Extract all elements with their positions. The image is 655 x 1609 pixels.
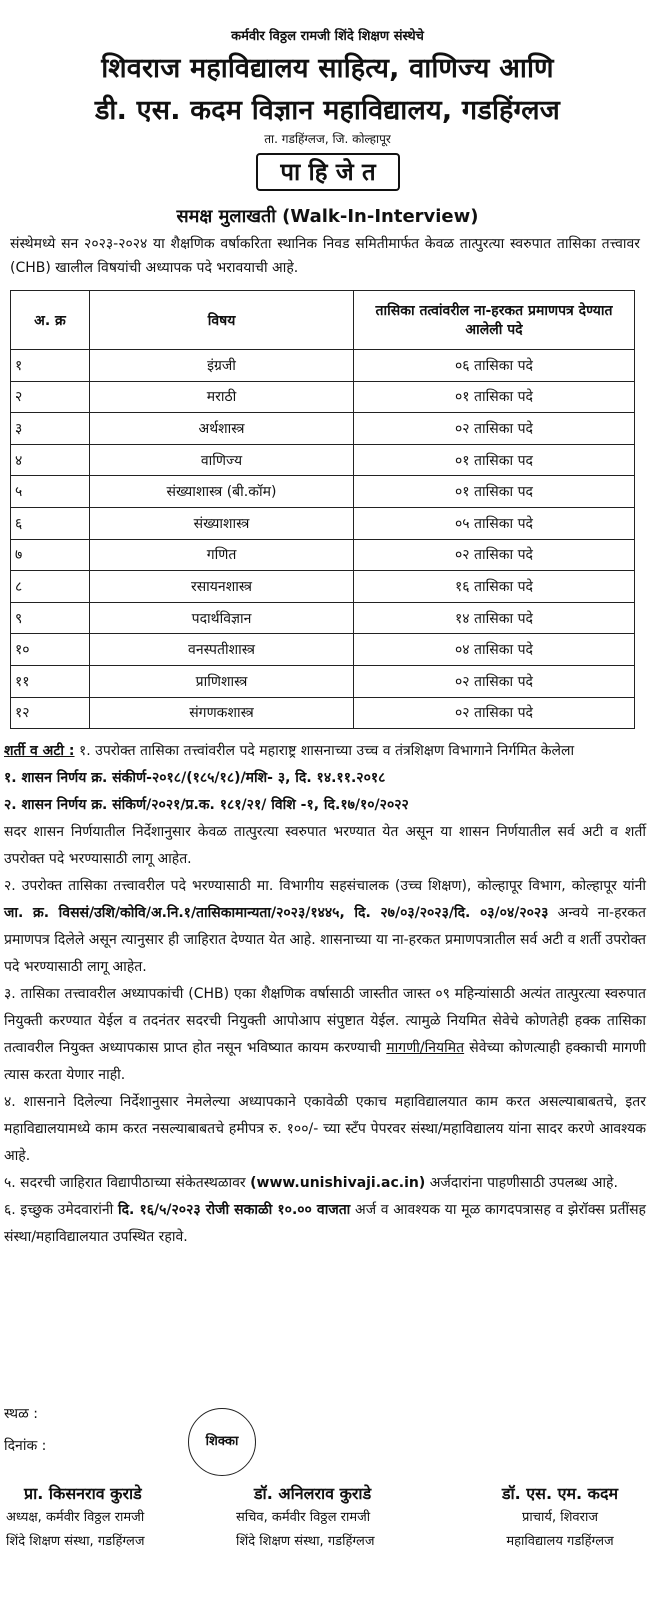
- term-6-text-b: अर्ज व आवश्यक या मूळ कागदपत्रासह व झेरॉक्स प्रतींसह संस्था/महाविद्यालयात उपस्थित रहावे.: [4, 1202, 646, 1245]
- header-serial: अ. क्र: [11, 291, 90, 350]
- posts-cell: ०१ तासिका पद: [354, 476, 635, 508]
- gr-1: १. शासन निर्णय क्र. संकीर्ण-२०१८/(१८५/१८)/मशि- ३, दि. १४.११.२०१८: [4, 770, 386, 786]
- subject-cell: पदार्थविज्ञान: [90, 602, 354, 634]
- serial-cell: ६: [11, 507, 90, 539]
- term-3-text-a: ३. तासिका तत्त्वावरील अध्यापकांची (CHB) एका शैक्षणिक वर्षासाठी जास्तीत जास्त ०९ महिन्यांसाठी अत्यंत तात्पुरत्या स्वरुपात नियुक्ती करण्यात येईल व तदनंतर सदरची नियुक्ती आपोआप संपुष्टात येईल. त्यामुळे नियमित सेवेचे कोणतेही हक्क तासिका तत्वावरील नियुक्त अध्यापकास प्राप्त होत नसून भविष्यात कायम करण्याची: [4, 986, 646, 1056]
- table-row: [11, 350, 635, 382]
- posts-cell: १६ तासिका पदे: [354, 571, 635, 603]
- term-2-reference: जा. क्र. विससं/उशि/कोवि/अ.नि.१/तासिकामान्यता/२०२३/१४४५, दि. २७/०३/२०२३/दि. ०३/०४/२०२३: [4, 905, 549, 921]
- table-row: [11, 539, 635, 571]
- walkin-heading: समक्ष मुलाखती (Walk-In-Interview): [176, 206, 479, 227]
- signatory-title: अध्यक्ष, कर्मवीर विठ्ठल रामजी: [6, 1510, 145, 1525]
- serial-cell: १२: [11, 697, 90, 729]
- posts-cell: ०२ तासिका पदे: [354, 665, 635, 697]
- college-name-line2: डी. एस. कदम विज्ञान महाविद्यालय, गडहिंग्लज: [94, 95, 561, 126]
- signatory-org: शिंदे शिक्षण संस्था, गडहिंग्लज: [236, 1534, 375, 1549]
- serial-cell: २: [11, 381, 90, 413]
- term-5-text-a: ५. सदरची जाहिरात विद्यापीठाच्या संकेतस्थळावर: [4, 1175, 246, 1191]
- posts-cell: ०६ तासिका पदे: [354, 350, 635, 382]
- signatory-org: शिंदे शिक्षण संस्था, गडहिंग्लज: [6, 1534, 145, 1549]
- serial-cell: ४: [11, 444, 90, 476]
- signatory-president: [6, 1482, 144, 1554]
- subject-cell: संख्याशास्त्र: [90, 507, 354, 539]
- subject-cell: वाणिज्य: [90, 444, 354, 476]
- signatory-secretary: [236, 1482, 374, 1554]
- serial-cell: ९: [11, 602, 90, 634]
- term-3-text-b: सेवेच्या कोणत्याही हक्काची मागणी त्यास करता येणार नाही.: [4, 1040, 647, 1083]
- serial-cell: ५: [11, 476, 90, 508]
- posts-cell: ०२ तासिका पदे: [354, 413, 635, 445]
- intro-paragraph: संस्थेमध्ये सन २०२३-२०२४ या शैक्षणिक वर्षाकरिता स्थानिक निवड समितीमार्फत केवळ तात्पुरत्या स्वरुपात तासिका तत्त्वावर (CHB) खालील विषयांची अध्यापक पदे भरावयाची आहे.: [10, 236, 640, 276]
- posts-cell: ०१ तासिका पदे: [354, 381, 635, 413]
- signatory-title: प्राचार्य, शिवराज: [522, 1510, 598, 1525]
- posts-cell: १४ तासिका पदे: [354, 602, 635, 634]
- college-name-line1: शिवराज महाविद्यालय साहित्य, वाणिज्य आणि: [101, 53, 554, 84]
- table-row: [11, 381, 635, 413]
- term-4: ४. शासनाने दिलेल्या निर्देशानुसार नेमलेल्या अध्यापकाने एकावेळी एकाच महाविद्यालयात काम करत असल्याबाबतचे, इतर महाविद्यालयामध्ये काम करत नसल्याबाबतचे हमीपत्र रु. १००/- च्या स्टॅंप पेपरवर संस्था/महाविद्यालय यांना सादर करणे आवश्यक आहे.: [4, 1094, 646, 1164]
- society-name: कर्मवीर विठ्ठल रामजी शिंदे शिक्षण संस्थेचे: [231, 29, 424, 44]
- term-5: [4, 1170, 646, 1197]
- table-row: [11, 571, 635, 603]
- term-6: [4, 1197, 646, 1251]
- subject-cell: इंग्रजी: [90, 350, 354, 382]
- seal-stamp: शिक्का: [188, 1408, 256, 1476]
- subject-cell: संख्याशास्त्र (बी.कॉम): [90, 476, 354, 508]
- serial-cell: ८: [11, 571, 90, 603]
- subject-cell: मराठी: [90, 381, 354, 413]
- serial-cell: १०: [11, 634, 90, 666]
- subject-cell: गणित: [90, 539, 354, 571]
- table-row: [11, 444, 635, 476]
- signatory-name: डॉ. एस. एम. कदम: [501, 1484, 619, 1503]
- table-row: [11, 476, 635, 508]
- term-2: [4, 873, 646, 981]
- term-6-text-a: ६. इच्छुक उमेदवारांनी: [4, 1202, 114, 1218]
- subject-cell: वनस्पतीशास्त्र: [90, 634, 354, 666]
- terms-heading: शर्ती व अटी :: [4, 743, 75, 759]
- posts-cell: ०२ तासिका पदे: [354, 697, 635, 729]
- serial-cell: १: [11, 350, 90, 382]
- serial-cell: ११: [11, 665, 90, 697]
- term-2-text-a: २. उपरोक्त तासिका तत्त्वावरील पदे भरण्यासाठी मा. विभागीय सहसंचालक (उच्च शिक्षण), कोल्हापूर विभाग, कोल्हापूर यांनी: [4, 878, 646, 894]
- term-3-underlined: मागणी/नियमित: [386, 1040, 465, 1056]
- header-subject: विषय: [90, 291, 354, 350]
- posts-cell: ०२ तासिका पदे: [354, 539, 635, 571]
- term-3: [4, 981, 646, 1089]
- college-address: ता. गडहिंग्लज, जि. कोल्हापूर: [264, 132, 391, 146]
- signatory-principal: [470, 1482, 650, 1554]
- table-row: [11, 665, 635, 697]
- term-1-text: १. उपरोक्त तासिका तत्त्वांवरील पदे महाराष्ट्र शासनाच्या उच्च व तंत्रशिक्षण विभागाने निर्गमित केलेला: [78, 743, 575, 759]
- table-header-row: [11, 291, 635, 350]
- header-posts: तासिका तत्वांवरील ना-हरकत प्रमाणपत्र देण्यात आलेली पदे: [354, 291, 635, 350]
- signatory-name: डॉ. अनिलराव कुराडे: [254, 1484, 372, 1503]
- university-website: (www.unishivaji.ac.in): [250, 1175, 426, 1191]
- table-row: [11, 413, 635, 445]
- signatory-org: महाविद्यालय गडहिंग्लज: [506, 1534, 614, 1549]
- posts-table: [10, 290, 635, 729]
- subject-cell: रसायनशास्त्र: [90, 571, 354, 603]
- subject-cell: प्राणिशास्त्र: [90, 665, 354, 697]
- table-row: [11, 697, 635, 729]
- gr-2: २. शासन निर्णय क्र. संकिर्ण/२०२१/प्र.क. १८१/२१/ विशि -१, दि.१७/१०/२०२२: [4, 797, 409, 813]
- subject-cell: संगणकशास्त्र: [90, 697, 354, 729]
- serial-cell: ३: [11, 413, 90, 445]
- terms-section: [4, 738, 646, 1251]
- posts-cell: ०५ तासिका पदे: [354, 507, 635, 539]
- serial-cell: ७: [11, 539, 90, 571]
- wanted-heading: पा हि जे त: [256, 153, 400, 191]
- date-label: दिनांक :: [4, 1438, 47, 1454]
- interview-datetime: दि. १६/५/२०२३ रोजी सकाळी १०.०० वाजता: [117, 1202, 351, 1218]
- table-row: [11, 507, 635, 539]
- posts-cell: ०४ तासिका पदे: [354, 634, 635, 666]
- table-row: [11, 634, 635, 666]
- signatory-name: प्रा. किसनराव कुराडे: [24, 1484, 142, 1503]
- posts-cell: ०१ तासिका पद: [354, 444, 635, 476]
- term-5-text-b: अर्जदारांना पाहणीसाठी उपलब्ध आहे.: [429, 1175, 618, 1191]
- signatory-title: सचिव, कर्मवीर विठ्ठल रामजी: [236, 1510, 371, 1525]
- term-2-text-b: अन्वये ना-हरकत प्रमाणपत्र दिलेले असून त्यानुसार ही जाहिरात देण्यात येत आहे. शासनाच्या या ना-हरकत प्रमाणपत्रातील सर्व अटी व शर्ती उपरोक्त पदे भरण्यासाठी लागू आहेत.: [4, 905, 646, 975]
- table-row: [11, 602, 635, 634]
- term-1-continued: सदर शासन निर्णयातील निर्देशानुसार केवळ तात्पुरत्या स्वरुपात भरण्यात येत असून या शासन निर्णयातील सर्व अटी व शर्ती उपरोक्त पदे भरण्यासाठी लागू आहेत.: [4, 824, 646, 867]
- term-1: [4, 738, 646, 765]
- subject-cell: अर्थशास्त्र: [90, 413, 354, 445]
- place-label: स्थळ :: [4, 1406, 38, 1422]
